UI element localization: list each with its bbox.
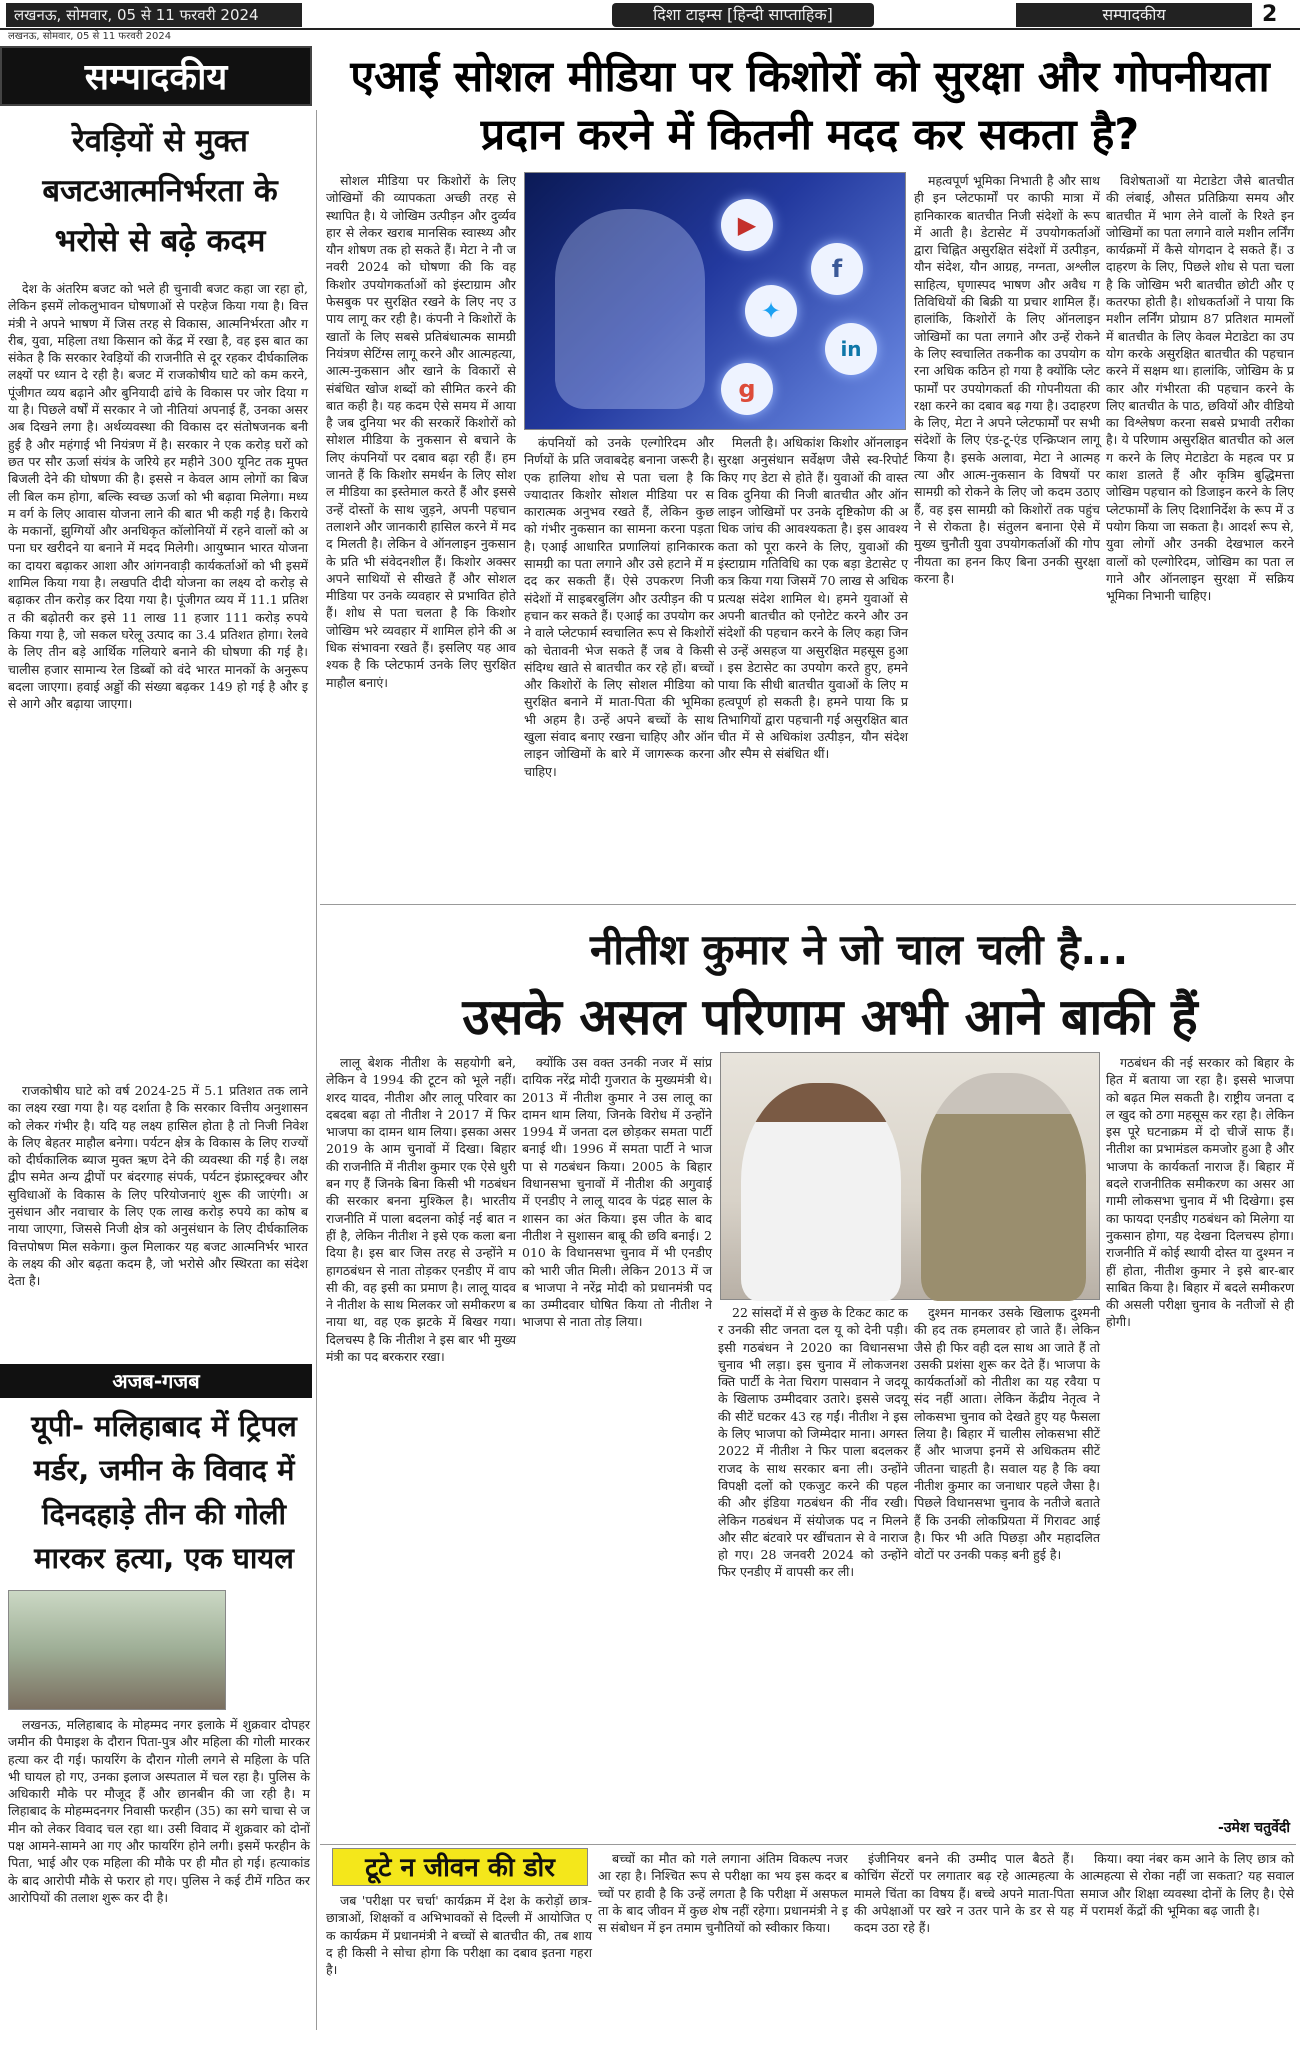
nitish-article-col-5	[1106, 1054, 1294, 1814]
nitish-article-col-4	[914, 1304, 1100, 1840]
youtube-icon: ▶	[721, 199, 773, 251]
linkedin-icon: in	[825, 323, 877, 375]
section-divider-2	[320, 1844, 1296, 1845]
up-article-text: लखनऊ, मलिहाबाद के मोहम्मद नगर इलाके में शुक्रवार दोपहर जमीन की पैमाइश के दौरान पिता-पुत्र और महिला की गोली मारकर हत्या कर दी गई। फायरिंग के दौरान गोली लगने से महिला के पति भी घायल हो गए, उनका इलाज अस्पताल में चल रहा है। पुलिस के अधिकारी मौके पर मौजूद हैं और छानबीन की जा रही है। मलिहाबाद के मोहम्मदनगर निवासी फरहीन (35) का सगे चाचा से जमीन को लेकर विवाद चल रहा था। उसी विवाद में शुक्रवार को दोनों पक्ष आमने-सामने आ गए और फायरिंग होने लगी। इसमें फरहीन के पिता, भाई और एक महिला की मौके पर ही मौत हो गई। हत्याकांड के बाद आरोपी मौके से फरार हो गए। पुलिस ने कई टीमें गठित कर आरोपियों की तलाश शुरू कर दी है।	[8, 1717, 310, 1905]
tute-article-col-3	[854, 1850, 1074, 2042]
masthead-paper-name: दिशा टाइम्स [हिन्दी साप्ताहिक]	[612, 3, 874, 27]
tute-article-col-2	[598, 1850, 848, 2042]
ai-article-text-4: महत्वपूर्ण भूमिका निभाती है और साथ ही इन प्लेटफार्मों पर काफी मात्रा में हानिकारक बातचीत निजी संदेशों के रूप में आती है। डेटासेट में उपयोगकर्ताओं द्वारा चिह्नित असुरक्षित संदेशों में उत्पीड़न, यौन संदेश, यौन आग्रह, नग्नता, अश्लील साहित्य, घृणास्पद भाषण और अवैध गतिविधियों की बिक्री या प्रचार शामिल हैं। हालांकि, किशोरों के लिए ऑनलाइन जोखिमों का पता लगाने और उन्हें रोकने के लिए स्वचालित तकनीक का उपयोग करना अधिक कठिन हो गया है क्योंकि प्लेटफार्मों पर उपयोगकर्ता की गोपनीयता की रक्षा करने का दबाव बढ़ गया है। उदाहरण के लिए, मेटा ने अपने प्लेटफार्मों पर सभी संदेशों के लिए एंड-टू-एंड एन्क्रिप्शन लागू किया है। इसके अलावा, मेटा ने आत्महत्या और आत्म-नुकसान के विषयों पर सामग्री को रोकने के लिए जो कदम उठाए हैं, वह इस सामग्री को किशोरों तक पहुंचने से रोकता है। संतुलन बनाना ऐसे में मुख्य चुनौती युवा उपयोगकर्ताओं की गोपनीयता का हनन किए बिना उनकी सुरक्षा करना है।	[914, 173, 1100, 586]
ai-head-silhouette	[555, 209, 705, 409]
left-headline: रेवड़ियों से मुक्त बजटआत्मनिर्भरता के भरोसे से बढ़े कदम	[42, 123, 278, 259]
left-article-body-b	[8, 1082, 308, 1360]
up-article-lead	[232, 1590, 310, 1710]
masthead-section: सम्पादकीय	[1016, 3, 1252, 27]
ai-article-col-4	[914, 172, 1100, 898]
nitish-headline-line-2: उसके असल परिणाम अभी आने बाकी हैं	[462, 988, 1198, 1046]
nitish-article-col-1	[326, 1054, 516, 1840]
left-article-body-a	[8, 280, 308, 1080]
up-article-body	[8, 1716, 310, 2042]
page-number: 2	[1262, 2, 1278, 27]
ai-article-text-5: विशेषताओं या मेटाडेटा जैसे बातचीत की लंबाई, औसत प्रतिक्रिया समय और बातचीत में भाग लेने वालों के रिश्ते इन जोखिमों का पता लगाने वाले मशीन लर्निंग कार्यक्रमों में कैसे योगदान दे सकते हैं। उदाहरण के लिए, पिछले शोध से पता चला है कि जोखिम भरी बातचीत छोटी और एकतरफा होती है। शोधकर्ताओं ने पाया कि मशीन लर्निंग प्रोग्राम 87 प्रतिशत मामलों में बातचीत के लिए केवल मेटाडेटा का उपयोग करके असुरक्षित बातचीत की पहचान करने में सक्षम था। हालांकि, जोखिम के प्रकार और गंभीरता की पहचान करने के लिए बातचीत के पाठ, छवियों और वीडियो का विश्लेषण करना सबसे प्रभावी तरीका है। ये परिणाम असुरक्षित बातचीत को अलग करने के लिए मेटाडेटा के महत्व पर प्रकाश डालते हैं और कृत्रिम बुद्धिमत्ता जोखिम पहचान को डिजाइन करने के लिए प्लेटफार्मों के लिए दिशानिर्देश के रूप में उपयोग किया जा सकता है। आदर्श रूप से, युवा लोगों और उनकी देखभाल करने वालों को एल्गोरिदम, जोखिम का पता लगाने और ऑनलाइन सुरक्षा में सक्रिय भूमिका निभानी चाहिए।	[1106, 173, 1294, 604]
byline: -उमेश चतुर्वेदी	[1218, 1820, 1290, 1836]
nitish-modi-photo	[720, 1052, 1100, 1300]
nitish-headline-line-1: नीतीश कुमार ने जो चाल चली है...	[590, 925, 1129, 974]
ajab-gajab-label: अजब-गजब	[0, 1364, 312, 1398]
masthead-dateline: लखनऊ, सोमवार, 05 से 11 फरवरी 2024	[6, 3, 302, 27]
ai-article-text-3: मिलती है। अधिकांश किशोर ऑनलाइन सुरक्षा अनुसंधान सर्वेक्षण जैसे स्व-रिपोर्ट किए गए डेटा से होते हैं। युवाओं की वास्तविक दुनिया की निजी बातचीत और ऑनलाइन जोखिमों पर उनके दृष्टिकोण की अधिक जांच की आवश्यकता है। इस आवश्यकता को पूरा करने के लिए, युवाओं की इंस्टाग्राम गतिविधि का एक बड़ा डेटासेट एकत्र किया गया जिसमें 70 लाख से अधिक प्रत्यक्ष संदेश शामिल थे। हमने युवाओं से अपनी बातचीत को एनोटेट करने और उन संदेशों की पहचान करने के लिए कहा जिनसे उन्हें असहज या असुरक्षित महसूस हुआ। इस डेटासेट का उपयोग करते हुए, हमने पाया कि सीधी बातचीत युवाओं के लिए महत्वपूर्ण हो सकती है। हमने पाया कि प्रतिभागियों द्वारा पहचानी गई असुरक्षित बातचीत में से अधिकांश उत्पीड़न, यौन संदेश और स्पैम से संबंधित थीं।	[718, 435, 908, 762]
masthead	[0, 0, 1300, 30]
sub-dateline: लखनऊ, सोमवार, 05 से 11 फरवरी 2024	[8, 31, 172, 42]
crime-scene-photo	[8, 1590, 226, 1710]
google-plus-icon: g	[721, 363, 773, 415]
up-murder-headline: यूपी- मलिहाबाद में ट्रिपल मर्डर, जमीन के विवाद में दिनदहाड़े तीन की गोली मारकर हत्या, एक घायल	[31, 1409, 297, 1575]
tute-headline: टूटे न जीवन की डोर	[332, 1848, 588, 1886]
ai-article-col-3	[718, 434, 908, 898]
twitter-icon: ✦	[745, 285, 797, 337]
section-label: सम्पादकीय	[0, 46, 312, 106]
left-article-text-b: राजकोषीय घाटे को वर्ष 2024-25 में 5.1 प्रतिशत तक लाने का लक्ष्य रखा गया है। यह दर्शाता है कि सरकार वित्तीय अनुशासन को लेकर गंभीर है। यदि यह लक्ष्य हासिल होता है तो निजी निवेश के लिए बेहतर माहौल बनेगा। पर्यटन क्षेत्र के विकास के लिए राज्यों को दीर्घकालिक ब्याज मुक्त ऋण देने की व्यवस्था की गई है। लक्षद्वीप समेत अन्य द्वीपों पर बंदरगाह संपर्क, पर्यटन इंफ्रास्ट्रक्चर और सुविधाओं के विकास के लिए परियोजनाएं शुरू की जाएंगी। अनुसंधान और नवाचार के लिए एक लाख करोड़ रुपये का कोष बनाया जाएगा, जिससे निजी क्षेत्र को अनुसंधान के लिए दीर्घकालिक वित्तपोषण मिल सकेगा। कुल मिलाकर यह बजट आत्मनिर्भर भारत के लक्ष्य की ओर बढ़ता कदम है, जो भरोसे और स्थिरता का संदेश देता है।	[8, 1083, 308, 1289]
nitish-article-col-3	[718, 1304, 908, 1840]
nitish-article-text-1: लालू बेशक नीतीश के सहयोगी बने, लेकिन वे 1994 की टूटन को भूले नहीं। शरद यादव, नीतीश और लालू परिवार का दबदबा बढ़ा तो नीतीश ने 2017 में फिर भाजपा का दामन थाम लिया। इसका असर 2019 के आम चुनावों में दिखा। बिहार की राजनीति में नीतीश कुमार एक ऐसे धुरी बन गए हैं जिनके बिना किसी भी गठबंधन की सरकार बनना मुश्किल है। भारतीय राजनीति में पाला बदलना कोई नई बात नहीं है, लेकिन नीतीश ने इसे एक कला बना दिया है। इस बार जिस तरह से उन्होंने महागठबंधन से नाता तोड़कर एनडीए में वापसी की, वह इसी का प्रमाण है। लालू यादव ने नीतीश के साथ मिलकर जो समीकरण बनाया था, वह एक झटके में बिखर गया। दिलचस्प है कि नीतीश ने इस बार भी मुख्यमंत्री का पद बरकरार रखा।	[326, 1055, 516, 1365]
column-divider	[316, 110, 317, 2030]
ai-article-col-1	[326, 172, 516, 898]
person-left	[741, 1083, 901, 1301]
ai-article-col-2	[524, 434, 714, 898]
nitish-article-text-4: दुश्मन मानकर उसके खिलाफ दुश्मनी की हद तक हमलावर हो जाते हैं। लेकिन जैसे ही फिर वही दल साथ आ जाते हैं तो उसकी प्रशंसा शुरू कर देते हैं। भाजपा के कार्यकर्ताओं को नीतीश का यह रवैया पसंद नहीं आता। लेकिन केंद्रीय नेतृत्व ने लोकसभा चुनाव को देखते हुए यह फैसला लिया है। बिहार में चालीस लोकसभा सीटें हैं और भाजपा इनमें से अधिकतम सीटें जीतना चाहती है। सवाल यह है कि क्या नीतीश कुमार का जनाधार पहले जैसा है। पिछले विधानसभा चुनाव के नतीजे बताते हैं कि उनकी लोकप्रियता में गिरावट आई है। फिर भी अति पिछड़ा और महादलित वोटों पर उनकी पकड़ बनी हुई है।	[914, 1305, 1100, 1563]
left-article-text-a: देश के अंतरिम बजट को भले ही चुनावी बजट कहा जा रहा हो, लेकिन इसमें लोकलुभावन घोषणाओं से परहेज किया गया है। वित्त मंत्री ने अपने भाषण में जिस तरह से विकास, आत्मनिर्भरता और गरीब, युवा, महिला तथा किसान को केंद्र में रखा है, वह इस बात का संकेत है कि सरकार रेवड़ियों की राजनीति से दूर रहकर दीर्घकालिक लक्ष्यों पर ध्यान दे रही है। बजट में राजकोषीय घाटे को कम करने, पूंजीगत व्यय बढ़ाने और बुनियादी ढांचे के विकास पर जोर दिया गया है। पिछले वर्षों में सरकार ने जो नीतियां अपनाई हैं, उनका असर अब दिखने लगा है। अर्थव्यवस्था की विकास दर संतोषजनक बनी हुई है और महंगाई भी नियंत्रण में है। सरकार ने एक करोड़ घरों को छत पर सौर ऊर्जा संयंत्र के जरिये हर महीने 300 यूनिट तक मुफ्त बिजली देने की घोषणा की है। इससे न केवल आम लोगों का बिजली बिल कम होगा, बल्कि स्वच्छ ऊर्जा को भी बढ़ावा मिलेगा। मध्यम वर्ग के लिए आवास योजना लाने की बात भी कही गई है। किराये के मकानों, झुग्गियों और अनधिकृत कॉलोनियों में रहने वालों को अपना घर खरीदने या बनाने में मदद मिलेगी। आयुष्मान भारत योजना का दायरा बढ़ाकर आशा और आंगनवाड़ी कार्यकर्ताओं को भी इसमें शामिल किया गया है। लखपति दीदी योजना का लक्ष्य दो करोड़ से बढ़ाकर तीन करोड़ कर दिया गया है। पूंजीगत व्यय में 11.1 प्रतिशत की बढ़ोतरी कर इसे 11 लाख 11 हजार 111 करोड़ रुपये किया गया है, जो सकल घरेलू उत्पाद का 3.4 प्रतिशत होगा। रेलवे के लिए तीन बड़े आर्थिक गलियारे बनाने की घोषणा की गई है। चालीस हजार सामान्य रेल डिब्बों को वंदे भारत मानकों के अनुरूप बदला जाएगा। हवाई अड्डों की संख्या बढ़कर 149 हो गई है और इसे आगे और बढ़ाया जाएगा।	[8, 281, 308, 712]
ai-article-text-2: कंपनियों को उनके एल्गोरिदम और निर्णयों के प्रति जवाबदेह बनाना जरूरी है। एक हालिया शोध से पता चला है कि ज्यादातर किशोर सोशल मीडिया पर सकारात्मक अनुभव रखते हैं, लेकिन कुछ को गंभीर नुकसान का सामना करना पड़ता है। एआई आधारित प्रणालियां हानिकारक सामग्री का पता लगाने और उसे हटाने में मदद कर सकती हैं। ऐसे उपकरण निजी संदेशों में साइबरबुलिंग और उत्पीड़न की पहचान कर सकते हैं। एआई का उपयोग करने वाले प्लेटफार्म स्वचालित रूप से किशोरों को चेतावनी भेज सकते हैं जब वे किसी संदिग्ध खाते से बातचीत कर रहे हों। बच्चों और किशोरों के लिए सोशल मीडिया को सुरक्षित बनाने में माता-पिता की भूमिका भी अहम है। उन्हें अपने बच्चों के साथ खुला संवाद बनाए रखना चाहिए और ऑनलाइन जोखिमों के बारे में जागरूक करना चाहिए।	[524, 435, 714, 779]
tute-article-col-4	[1080, 1850, 1294, 2042]
person-right	[921, 1073, 1086, 1301]
tute-article-col-1	[326, 1892, 592, 2042]
main-headline: एआई सोशल मीडिया पर किशोरों को सुरक्षा और गोपनीयता प्रदान करने में कितनी मदद कर सकता है?	[350, 52, 1270, 160]
tute-article-text-4: किया। क्या नंबर कम आने के लिए छात्र को आत्महत्या से रोका नहीं जा सकता? यह सवाल समाज और शिक्षा व्यवस्था दोनों के लिए है। ऐसे में परामर्श केंद्रों की भूमिका बढ़ जाती है।	[1080, 1851, 1294, 1918]
nitish-article-text-2: क्योंकि उस वक्त उनकी नजर में सांप्रदायिक नरेंद्र मोदी गुजरात के मुख्यमंत्री थे। 2013 में नीतीश कुमार ने उस लालू का दामन थाम लिया, जिनके विरोध में उन्होंने 1994 में जनता दल छोड़कर समता पार्टी बनाई थी। 1996 में समता पार्टी ने भाजपा से गठबंधन किया। 2005 के बिहार विधानसभा चुनावों में नीतीश की अगुवाई में एनडीए ने लालू यादव के पंद्रह साल के शासन का अंत किया। इस जीत के बाद नीतीश ने सुशासन बाबू की छवि बनाई। 2010 के विधानसभा चुनाव में भी एनडीए को भारी जीत मिली। लेकिन 2013 में जब भाजपा ने नरेंद्र मोदी को प्रधानमंत्री पद का उम्मीदवार घोषित किया तो नीतीश ने भाजपा से नाता तोड़ लिया।	[522, 1055, 712, 1330]
ai-article-col-5	[1106, 172, 1294, 898]
nitish-article-text-5: गठबंधन की नई सरकार को बिहार के हित में बताया जा रहा है। इससे भाजपा को बढ़त मिल सकती है। राष्ट्रीय जनता दल खुद को ठगा महसूस कर रहा है। लेकिन इस पूरे घटनाक्रम में दो चीजें साफ हैं। नीतीश का प्रभामंडल कमजोर हुआ है और भाजपा के कार्यकर्ता नाराज हैं। बिहार में बदले राजनीतिक समीकरण का असर आगामी लोकसभा चुनाव में भी दिखेगा। इसका फायदा एनडीए गठबंधन को मिलेगा या नुकसान होगा, यह देखना दिलचस्प होगा। राजनीति में कोई स्थायी दोस्त या दुश्मन नहीं होता, नीतीश कुमार ने इसे बार-बार साबित किया है। बिहार में बदले समीकरण की असली परीक्षा चुनाव के नतीजों से ही होगी।	[1106, 1055, 1294, 1330]
ai-social-media-image	[524, 172, 906, 430]
tute-article-text-1: जब 'परीक्षा पर चर्चा' कार्यक्रम में देश के करोड़ों छात्र-छात्राओं, शिक्षकों व अभिभावकों से दिल्ली में आयोजित एक कार्यक्रम में प्रधानमंत्री ने बच्चों से बातचीत की, तब शायद ही किसी ने सोचा होगा कि परीक्षा का दबाव इतना गहरा है।	[326, 1893, 592, 1978]
facebook-icon: f	[811, 243, 863, 295]
tute-article-text-2: बच्चों का मौत को गले लगाना अंतिम विकल्प नजर आ रहा है। निश्चित रूप से परीक्षा का भय इस कदर बच्चों पर हावी है कि उन्हें लगता है कि परीक्षा में असफलता के बाद जीवन में कुछ शेष नहीं रहेगा। प्रधानमंत्री ने इस संबोधन में इन तमाम चुनौतियों को स्वीकार किया।	[598, 1851, 848, 1936]
section-divider	[320, 904, 1296, 905]
ai-article-text-1: सोशल मीडिया पर किशोरों के लिए जोखिमों की व्यापकता अच्छी तरह से स्थापित है। ये जोखिम उत्पीड़न और दुर्व्यवहार से लेकर खराब मानसिक स्वास्थ्य और यौन शोषण तक हो सकते हैं। मेटा ने नौ जनवरी 2024 को घोषणा की कि वह किशोर उपयोगकर्ताओं को इंस्टाग्राम और फेसबुक पर सुरक्षित रखने के लिए नए उपाय लागू कर रही है। कंपनी ने किशोरों के खातों के लिए सबसे प्रतिबंधात्मक सामग्री नियंत्रण सेटिंग्स लागू करने और आत्महत्या, आत्म-नुकसान और खाने के विकारों से संबंधित खोज शब्दों को सीमित करने की बात कही है। यह कदम ऐसे समय में आया है जब दुनिया भर की सरकारें किशोरों को सोशल मीडिया के नुकसान से बचाने के लिए कंपनियों पर दबाव बढ़ा रही हैं। हम जानते हैं कि किशोर समर्थन के लिए सोशल मीडिया का इस्तेमाल करते हैं और इससे उन्हें दोस्तों के साथ जुड़ने, अपनी पहचान तलाशने और जानकारी हासिल करने में मदद मिलती है। लेकिन वे ऑनलाइन नुकसान के प्रति भी संवेदनशील हैं। किशोर अक्सर अपने साथियों से सीखते हैं और सोशल मीडिया पर उनके व्यवहार से प्रभावित होते हैं। शोध से पता चलता है कि किशोर जोखिम भरे व्यवहार में शामिल होने की अधिक संभावना रखते हैं। इसलिए यह आवश्यक है कि प्लेटफार्म उनके लिए सुरक्षित माहौल बनाएं।	[326, 173, 516, 690]
tute-article-text-3: इंजीनियर बनने की उम्मीद पाल बैठते हैं। कोचिंग सेंटरों पर लगातार बढ़ रहे आत्महत्या के मामले चिंता का विषय हैं। बच्चे अपने माता-पिता की अपेक्षाओं पर खरे न उतर पाने के डर से यह कदम उठा रहे हैं।	[854, 1851, 1074, 1936]
nitish-article-col-2	[522, 1054, 712, 1840]
nitish-article-text-3: 22 सांसदों में से कुछ के टिकट काट कर उनकी सीट जनता दल यू को देनी पड़ी। इसी गठबंधन ने 2020 का विधानसभा चुनाव भी लड़ा। इस चुनाव में लोकजनशक्ति पार्टी के नेता चिराग पासवान ने जदयू के खिलाफ उम्मीदवार उतारे। इससे जदयू की सीटें घटकर 43 रह गईं। नीतीश ने इसके लिए भाजपा को जिम्मेदार माना। अगस्त 2022 में नीतीश ने फिर पाला बदलकर राजद के साथ सरकार बना ली। उन्होंने विपक्षी दलों को एकजुट करने की पहल की और इंडिया गठबंधन की नींव रखी। लेकिन गठबंधन में संयोजक पद न मिलने और सीट बंटवारे पर खींचतान से वे नाराज हो गए। 28 जनवरी 2024 को उन्होंने फिर एनडीए में वापसी कर ली।	[718, 1305, 908, 1580]
